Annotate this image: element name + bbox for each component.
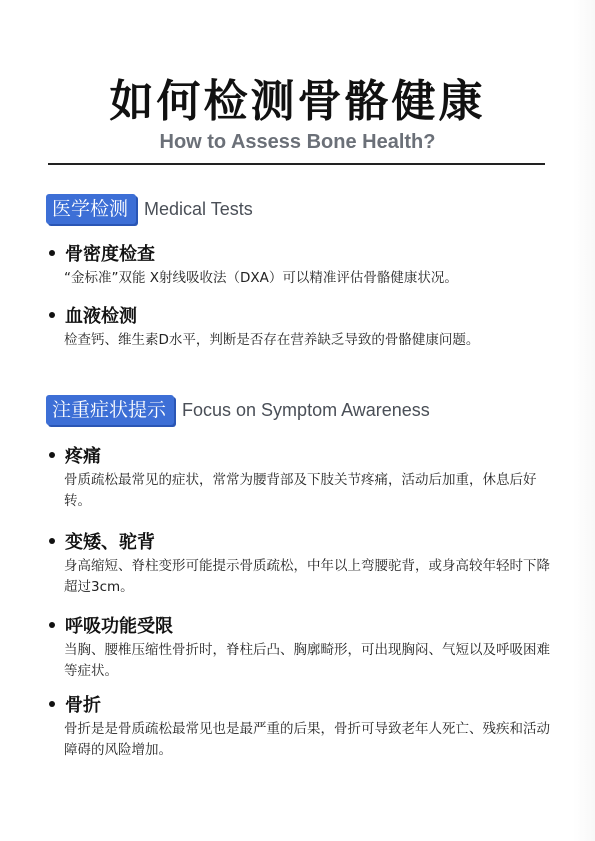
section-label-cn: 注重症状提示 [46, 395, 174, 425]
item-title: 变矮、驼背 [65, 532, 155, 553]
item-title: 呼吸功能受限 [65, 616, 173, 637]
item-description: 当胸、腰椎压缩性骨折时，脊柱后凸、胸廓畸形，可出现胸闷、气短以及呼吸困难等症状。 [64, 642, 550, 679]
item-title: 血液检测 [65, 306, 137, 327]
bullet-icon [49, 452, 55, 458]
item-description: 骨质疏松最常见的症状，常常为腰背部及下肢关节疼痛，活动后加重，休息后好转。 [64, 472, 537, 509]
section-label-cn: 医学检测 [46, 194, 136, 224]
bullet-icon [49, 701, 55, 707]
list-item-bone-density [46, 240, 551, 289]
section-header-medical-tests [46, 193, 253, 225]
section-label-en: Medical Tests [144, 198, 253, 219]
item-title: 骨密度检查 [65, 244, 155, 265]
bullet-icon [49, 538, 55, 544]
list-item-blood-test [46, 302, 551, 351]
item-title: 疼痛 [65, 446, 101, 467]
item-description: 检查钙、维生素D水平，判断是否存在营养缺乏导致的骨骼健康问题。 [64, 332, 480, 348]
item-description: “金标准”双能 X射线吸收法（DXA）可以精准评估骨骼健康状况。 [64, 270, 458, 286]
list-item-pain [46, 442, 551, 512]
bullet-icon [49, 312, 55, 318]
section-header-symptom-awareness [46, 394, 430, 426]
section-label-en: Focus on Symptom Awareness [182, 399, 430, 420]
bullet-icon [49, 622, 55, 628]
page-title: 如何检测骨骼健康 [109, 76, 486, 127]
title-divider [48, 163, 545, 165]
bullet-icon [49, 250, 55, 256]
list-item-height-loss [46, 528, 551, 598]
list-item-fracture [46, 691, 551, 761]
list-item-breathing [46, 612, 551, 682]
page-subtitle: How to Assess Bone Health? [159, 131, 436, 153]
item-description: 骨折是是骨质疏松最常见也是最严重的后果，骨折可导致老年人死亡、残疾和活动障碍的风险增加。 [64, 721, 550, 758]
page-edge-shadow [573, 0, 595, 841]
item-title: 骨折 [65, 695, 101, 716]
item-description: 身高缩短、脊柱变形可能提示骨质疏松，中年以上弯腰驼背，或身高较年轻时下降超过3cm。 [64, 558, 550, 595]
